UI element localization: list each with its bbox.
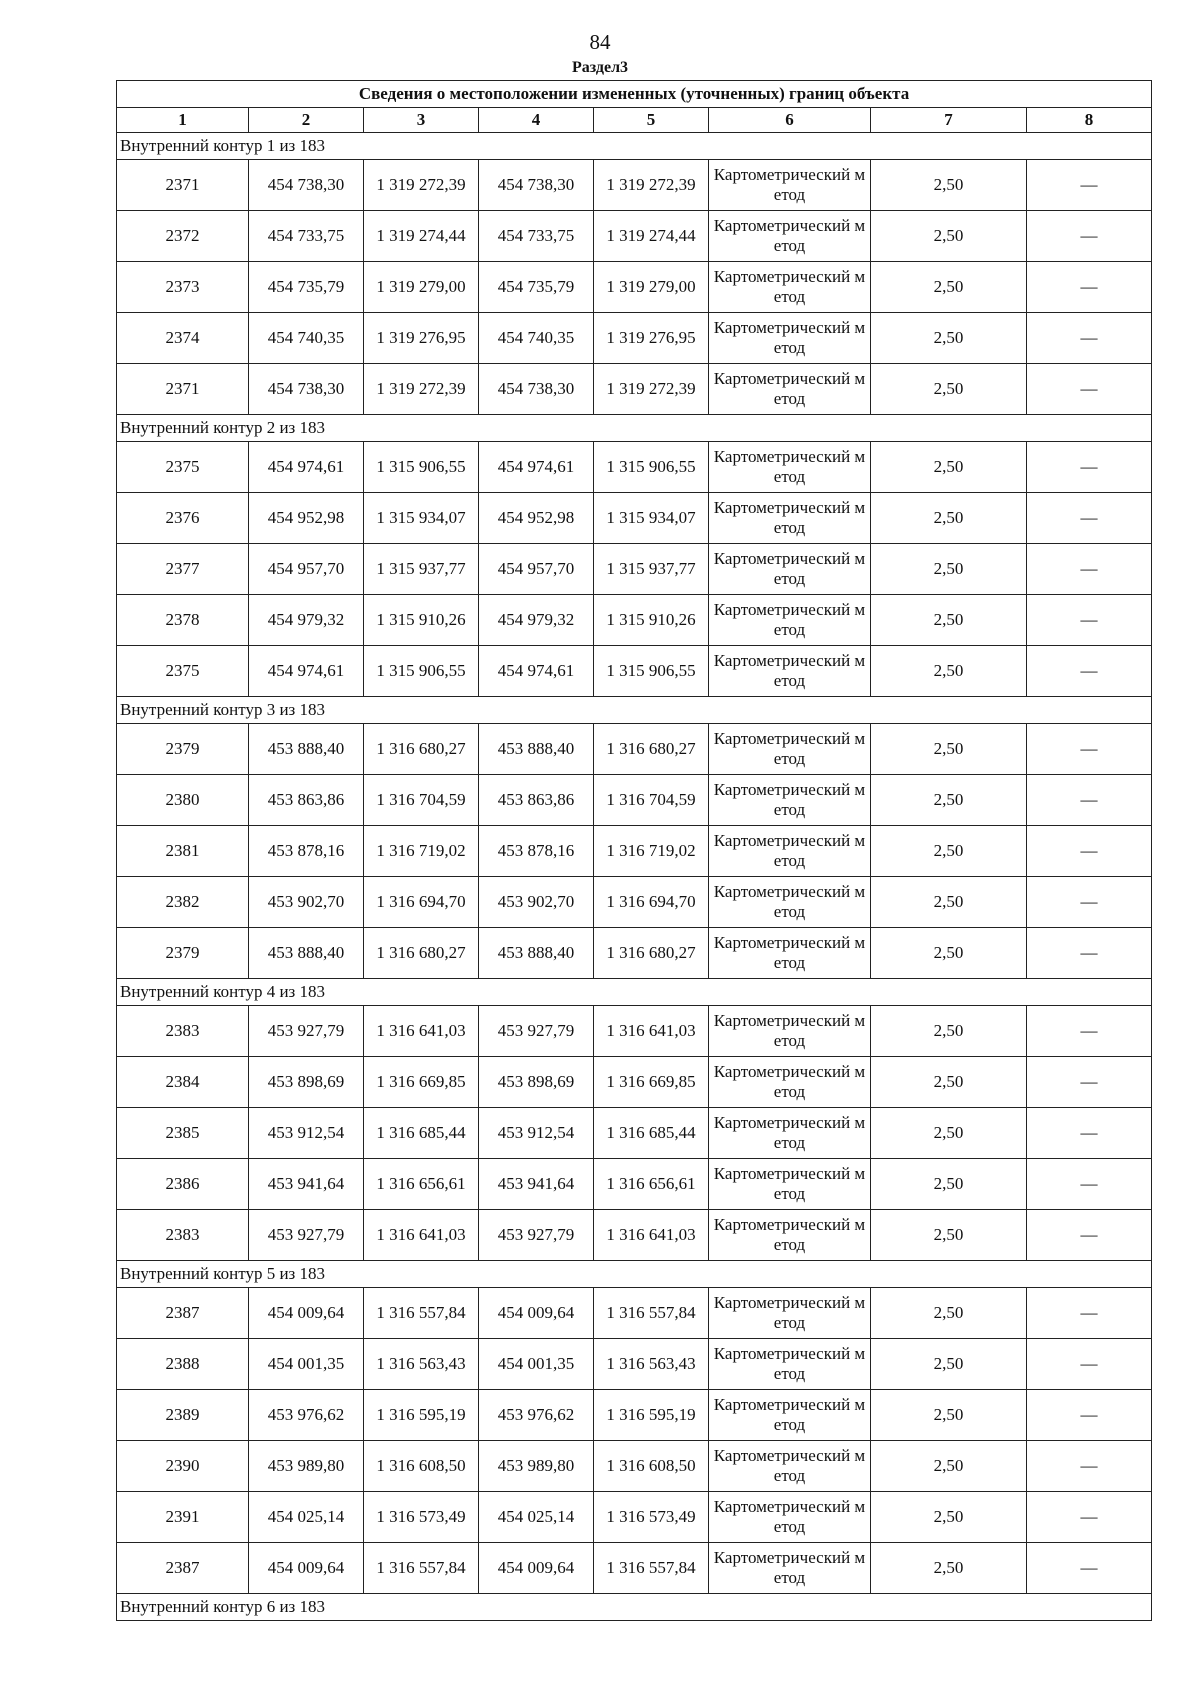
y-coordinate-new: 1 316 595,19 [594, 1390, 709, 1441]
x-coordinate-existing: 453 888,40 [249, 724, 364, 775]
y-coordinate-existing: 1 319 276,95 [364, 313, 479, 364]
column-number: 7 [871, 108, 1027, 133]
note-dash: — [1027, 1543, 1152, 1594]
accuracy-value: 2,50 [871, 1108, 1027, 1159]
x-coordinate-new: 453 863,86 [479, 775, 594, 826]
y-coordinate-existing: 1 316 595,19 [364, 1390, 479, 1441]
determination-method: Картометрический метод [709, 826, 871, 877]
note-dash: — [1027, 313, 1152, 364]
point-number: 2383 [117, 1006, 249, 1057]
determination-method: Картометрический метод [709, 1543, 871, 1594]
contour-label: Внутренний контур 3 из 183 [117, 697, 1152, 724]
x-coordinate-new: 454 957,70 [479, 544, 594, 595]
note-dash: — [1027, 1108, 1152, 1159]
accuracy-value: 2,50 [871, 826, 1027, 877]
determination-method: Картометрический метод [709, 1441, 871, 1492]
accuracy-value: 2,50 [871, 1492, 1027, 1543]
x-coordinate-existing: 454 009,64 [249, 1288, 364, 1339]
y-coordinate-new: 1 316 719,02 [594, 826, 709, 877]
y-coordinate-new: 1 315 934,07 [594, 493, 709, 544]
page-number: 84 [589, 30, 611, 54]
point-number: 2381 [117, 826, 249, 877]
note-dash: — [1027, 826, 1152, 877]
y-coordinate-new: 1 316 641,03 [594, 1006, 709, 1057]
note-dash: — [1027, 877, 1152, 928]
point-number: 2373 [117, 262, 249, 313]
note-dash: — [1027, 1057, 1152, 1108]
y-coordinate-existing: 1 316 641,03 [364, 1006, 479, 1057]
note-dash: — [1027, 1006, 1152, 1057]
note-dash: — [1027, 1441, 1152, 1492]
x-coordinate-existing: 454 979,32 [249, 595, 364, 646]
point-number: 2387 [117, 1543, 249, 1594]
note-dash: — [1027, 724, 1152, 775]
contour-header-row [117, 133, 1152, 160]
x-coordinate-new: 454 025,14 [479, 1492, 594, 1543]
determination-method: Картометрический метод [709, 544, 871, 595]
accuracy-value: 2,50 [871, 364, 1027, 415]
y-coordinate-existing: 1 319 279,00 [364, 262, 479, 313]
y-coordinate-existing: 1 319 272,39 [364, 160, 479, 211]
table-row [117, 1543, 1152, 1594]
column-number: 5 [594, 108, 709, 133]
x-coordinate-new: 454 738,30 [479, 364, 594, 415]
x-coordinate-new: 454 001,35 [479, 1339, 594, 1390]
point-number: 2375 [117, 442, 249, 493]
determination-method: Картометрический метод [709, 1288, 871, 1339]
x-coordinate-new: 453 912,54 [479, 1108, 594, 1159]
point-number: 2391 [117, 1492, 249, 1543]
column-number: 1 [117, 108, 249, 133]
note-dash: — [1027, 442, 1152, 493]
accuracy-value: 2,50 [871, 928, 1027, 979]
table-row [117, 1492, 1152, 1543]
point-number: 2378 [117, 595, 249, 646]
point-number: 2376 [117, 493, 249, 544]
x-coordinate-new: 453 898,69 [479, 1057, 594, 1108]
table-row [117, 493, 1152, 544]
contour-header-row [117, 415, 1152, 442]
note-dash: — [1027, 1288, 1152, 1339]
y-coordinate-new: 1 316 694,70 [594, 877, 709, 928]
x-coordinate-existing: 453 898,69 [249, 1057, 364, 1108]
accuracy-value: 2,50 [871, 1288, 1027, 1339]
accuracy-value: 2,50 [871, 1390, 1027, 1441]
determination-method: Картометрический метод [709, 724, 871, 775]
x-coordinate-existing: 453 941,64 [249, 1159, 364, 1210]
x-coordinate-existing: 453 976,62 [249, 1390, 364, 1441]
y-coordinate-new: 1 316 608,50 [594, 1441, 709, 1492]
accuracy-value: 2,50 [871, 1006, 1027, 1057]
y-coordinate-new: 1 319 279,00 [594, 262, 709, 313]
y-coordinate-existing: 1 316 680,27 [364, 928, 479, 979]
determination-method: Картометрический метод [709, 877, 871, 928]
column-number: 6 [709, 108, 871, 133]
y-coordinate-existing: 1 315 937,77 [364, 544, 479, 595]
x-coordinate-existing: 453 927,79 [249, 1006, 364, 1057]
accuracy-value: 2,50 [871, 313, 1027, 364]
x-coordinate-existing: 453 878,16 [249, 826, 364, 877]
y-coordinate-new: 1 315 937,77 [594, 544, 709, 595]
y-coordinate-new: 1 316 641,03 [594, 1210, 709, 1261]
determination-method: Картометрический метод [709, 1006, 871, 1057]
accuracy-value: 2,50 [871, 211, 1027, 262]
table-row [117, 1210, 1152, 1261]
accuracy-value: 2,50 [871, 1057, 1027, 1108]
y-coordinate-new: 1 315 910,26 [594, 595, 709, 646]
table-row [117, 313, 1152, 364]
note-dash: — [1027, 928, 1152, 979]
column-numbers-row [117, 108, 1152, 133]
accuracy-value: 2,50 [871, 724, 1027, 775]
y-coordinate-existing: 1 315 906,55 [364, 646, 479, 697]
determination-method: Картометрический метод [709, 595, 871, 646]
column-number: 3 [364, 108, 479, 133]
determination-method: Картометрический метод [709, 1390, 871, 1441]
x-coordinate-existing: 454 957,70 [249, 544, 364, 595]
x-coordinate-new: 454 740,35 [479, 313, 594, 364]
x-coordinate-new: 453 888,40 [479, 928, 594, 979]
y-coordinate-new: 1 316 680,27 [594, 928, 709, 979]
point-number: 2387 [117, 1288, 249, 1339]
note-dash: — [1027, 1159, 1152, 1210]
x-coordinate-new: 454 952,98 [479, 493, 594, 544]
point-number: 2382 [117, 877, 249, 928]
y-coordinate-new: 1 316 573,49 [594, 1492, 709, 1543]
x-coordinate-new: 454 733,75 [479, 211, 594, 262]
y-coordinate-new: 1 316 656,61 [594, 1159, 709, 1210]
column-number: 2 [249, 108, 364, 133]
x-coordinate-existing: 453 989,80 [249, 1441, 364, 1492]
x-coordinate-existing: 453 888,40 [249, 928, 364, 979]
x-coordinate-new: 454 009,64 [479, 1288, 594, 1339]
accuracy-value: 2,50 [871, 646, 1027, 697]
table-row [117, 442, 1152, 493]
point-number: 2377 [117, 544, 249, 595]
contour-label: Внутренний контур 2 из 183 [117, 415, 1152, 442]
accuracy-value: 2,50 [871, 442, 1027, 493]
table-row [117, 262, 1152, 313]
y-coordinate-new: 1 319 274,44 [594, 211, 709, 262]
determination-method: Картометрический метод [709, 646, 871, 697]
table-row [117, 928, 1152, 979]
y-coordinate-existing: 1 316 557,84 [364, 1288, 479, 1339]
accuracy-value: 2,50 [871, 1441, 1027, 1492]
y-coordinate-new: 1 316 563,43 [594, 1339, 709, 1390]
y-coordinate-new: 1 316 704,59 [594, 775, 709, 826]
note-dash: — [1027, 262, 1152, 313]
y-coordinate-new: 1 316 557,84 [594, 1288, 709, 1339]
note-dash: — [1027, 1492, 1152, 1543]
table-row [117, 211, 1152, 262]
accuracy-value: 2,50 [871, 1339, 1027, 1390]
accuracy-value: 2,50 [871, 877, 1027, 928]
point-number: 2388 [117, 1339, 249, 1390]
note-dash: — [1027, 160, 1152, 211]
determination-method: Картометрический метод [709, 262, 871, 313]
table-row [117, 724, 1152, 775]
x-coordinate-new: 453 989,80 [479, 1441, 594, 1492]
y-coordinate-new: 1 319 276,95 [594, 313, 709, 364]
point-number: 2384 [117, 1057, 249, 1108]
y-coordinate-new: 1 315 906,55 [594, 442, 709, 493]
table-row [117, 1006, 1152, 1057]
y-coordinate-existing: 1 316 641,03 [364, 1210, 479, 1261]
x-coordinate-existing: 454 738,30 [249, 364, 364, 415]
determination-method: Картометрический метод [709, 442, 871, 493]
table-row [117, 1108, 1152, 1159]
note-dash: — [1027, 1210, 1152, 1261]
x-coordinate-new: 453 888,40 [479, 724, 594, 775]
y-coordinate-existing: 1 316 704,59 [364, 775, 479, 826]
accuracy-value: 2,50 [871, 262, 1027, 313]
determination-method: Картометрический метод [709, 1108, 871, 1159]
table-row [117, 877, 1152, 928]
accuracy-value: 2,50 [871, 1210, 1027, 1261]
table-row [117, 826, 1152, 877]
contour-label: Внутренний контур 4 из 183 [117, 979, 1152, 1006]
determination-method: Картометрический метод [709, 1492, 871, 1543]
note-dash: — [1027, 595, 1152, 646]
y-coordinate-new: 1 316 680,27 [594, 724, 709, 775]
point-number: 2371 [117, 160, 249, 211]
y-coordinate-existing: 1 316 680,27 [364, 724, 479, 775]
contour-label: Внутренний контур 1 из 183 [117, 133, 1152, 160]
x-coordinate-new: 453 976,62 [479, 1390, 594, 1441]
determination-method: Картометрический метод [709, 1057, 871, 1108]
y-coordinate-new: 1 315 906,55 [594, 646, 709, 697]
x-coordinate-existing: 454 952,98 [249, 493, 364, 544]
accuracy-value: 2,50 [871, 775, 1027, 826]
y-coordinate-existing: 1 315 934,07 [364, 493, 479, 544]
column-number: 4 [479, 108, 594, 133]
x-coordinate-new: 454 979,32 [479, 595, 594, 646]
accuracy-value: 2,50 [871, 493, 1027, 544]
y-coordinate-existing: 1 315 910,26 [364, 595, 479, 646]
table-caption-row [117, 81, 1152, 108]
table-row [117, 544, 1152, 595]
table-row [117, 160, 1152, 211]
table-row [117, 1288, 1152, 1339]
x-coordinate-new: 454 974,61 [479, 646, 594, 697]
table-row [117, 1057, 1152, 1108]
x-coordinate-new: 454 974,61 [479, 442, 594, 493]
determination-method: Картометрический метод [709, 211, 871, 262]
coordinates-table [116, 80, 1152, 1621]
x-coordinate-existing: 453 927,79 [249, 1210, 364, 1261]
determination-method: Картометрический метод [709, 160, 871, 211]
point-number: 2389 [117, 1390, 249, 1441]
point-number: 2379 [117, 928, 249, 979]
y-coordinate-existing: 1 316 694,70 [364, 877, 479, 928]
point-number: 2385 [117, 1108, 249, 1159]
note-dash: — [1027, 775, 1152, 826]
determination-method: Картометрический метод [709, 493, 871, 544]
x-coordinate-new: 453 927,79 [479, 1006, 594, 1057]
determination-method: Картометрический метод [709, 1210, 871, 1261]
y-coordinate-existing: 1 316 608,50 [364, 1441, 479, 1492]
note-dash: — [1027, 1390, 1152, 1441]
note-dash: — [1027, 211, 1152, 262]
x-coordinate-existing: 454 733,75 [249, 211, 364, 262]
y-coordinate-existing: 1 319 272,39 [364, 364, 479, 415]
accuracy-value: 2,50 [871, 595, 1027, 646]
x-coordinate-new: 453 927,79 [479, 1210, 594, 1261]
x-coordinate-existing: 454 740,35 [249, 313, 364, 364]
contour-header-row [117, 1594, 1152, 1621]
table-row [117, 364, 1152, 415]
point-number: 2374 [117, 313, 249, 364]
table-row [117, 1390, 1152, 1441]
x-coordinate-new: 453 878,16 [479, 826, 594, 877]
point-number: 2386 [117, 1159, 249, 1210]
y-coordinate-existing: 1 316 685,44 [364, 1108, 479, 1159]
point-number: 2390 [117, 1441, 249, 1492]
x-coordinate-existing: 453 902,70 [249, 877, 364, 928]
column-number: 8 [1027, 108, 1152, 133]
contour-header-row [117, 1261, 1152, 1288]
x-coordinate-new: 453 902,70 [479, 877, 594, 928]
x-coordinate-existing: 454 025,14 [249, 1492, 364, 1543]
note-dash: — [1027, 1339, 1152, 1390]
y-coordinate-existing: 1 316 573,49 [364, 1492, 479, 1543]
point-number: 2375 [117, 646, 249, 697]
x-coordinate-existing: 453 863,86 [249, 775, 364, 826]
determination-method: Картометрический метод [709, 928, 871, 979]
y-coordinate-existing: 1 315 906,55 [364, 442, 479, 493]
y-coordinate-new: 1 316 685,44 [594, 1108, 709, 1159]
coordinates-table-container [116, 80, 1151, 1621]
point-number: 2383 [117, 1210, 249, 1261]
y-coordinate-existing: 1 316 656,61 [364, 1159, 479, 1210]
contour-label: Внутренний контур 5 из 183 [117, 1261, 1152, 1288]
x-coordinate-existing: 454 974,61 [249, 646, 364, 697]
point-number: 2380 [117, 775, 249, 826]
table-row [117, 775, 1152, 826]
table-row [117, 1339, 1152, 1390]
x-coordinate-existing: 454 738,30 [249, 160, 364, 211]
y-coordinate-existing: 1 316 669,85 [364, 1057, 479, 1108]
determination-method: Картометрический метод [709, 364, 871, 415]
note-dash: — [1027, 646, 1152, 697]
contour-header-row [117, 979, 1152, 1006]
y-coordinate-new: 1 316 557,84 [594, 1543, 709, 1594]
table-row [117, 1441, 1152, 1492]
x-coordinate-new: 454 738,30 [479, 160, 594, 211]
note-dash: — [1027, 544, 1152, 595]
determination-method: Картометрический метод [709, 775, 871, 826]
x-coordinate-existing: 453 912,54 [249, 1108, 364, 1159]
point-number: 2372 [117, 211, 249, 262]
x-coordinate-new: 453 941,64 [479, 1159, 594, 1210]
y-coordinate-existing: 1 316 557,84 [364, 1543, 479, 1594]
y-coordinate-new: 1 319 272,39 [594, 160, 709, 211]
table-row [117, 646, 1152, 697]
y-coordinate-new: 1 319 272,39 [594, 364, 709, 415]
x-coordinate-existing: 454 735,79 [249, 262, 364, 313]
accuracy-value: 2,50 [871, 1159, 1027, 1210]
x-coordinate-new: 454 735,79 [479, 262, 594, 313]
x-coordinate-new: 454 009,64 [479, 1543, 594, 1594]
y-coordinate-existing: 1 316 563,43 [364, 1339, 479, 1390]
accuracy-value: 2,50 [871, 1543, 1027, 1594]
point-number: 2371 [117, 364, 249, 415]
x-coordinate-existing: 454 001,35 [249, 1339, 364, 1390]
x-coordinate-existing: 454 974,61 [249, 442, 364, 493]
accuracy-value: 2,50 [871, 544, 1027, 595]
y-coordinate-new: 1 316 669,85 [594, 1057, 709, 1108]
contour-header-row [117, 697, 1152, 724]
table-row [117, 595, 1152, 646]
point-number: 2379 [117, 724, 249, 775]
section-label: Раздел3 [571, 59, 629, 76]
table-caption: Сведения о местоположении измененных (уточненных) границ объекта [117, 81, 1152, 108]
table-row [117, 1159, 1152, 1210]
contour-label: Внутренний контур 6 из 183 [117, 1594, 1152, 1621]
note-dash: — [1027, 493, 1152, 544]
note-dash: — [1027, 364, 1152, 415]
determination-method: Картометрический метод [709, 1159, 871, 1210]
x-coordinate-existing: 454 009,64 [249, 1543, 364, 1594]
determination-method: Картометрический метод [709, 1339, 871, 1390]
accuracy-value: 2,50 [871, 160, 1027, 211]
y-coordinate-existing: 1 316 719,02 [364, 826, 479, 877]
determination-method: Картометрический метод [709, 313, 871, 364]
y-coordinate-existing: 1 319 274,44 [364, 211, 479, 262]
